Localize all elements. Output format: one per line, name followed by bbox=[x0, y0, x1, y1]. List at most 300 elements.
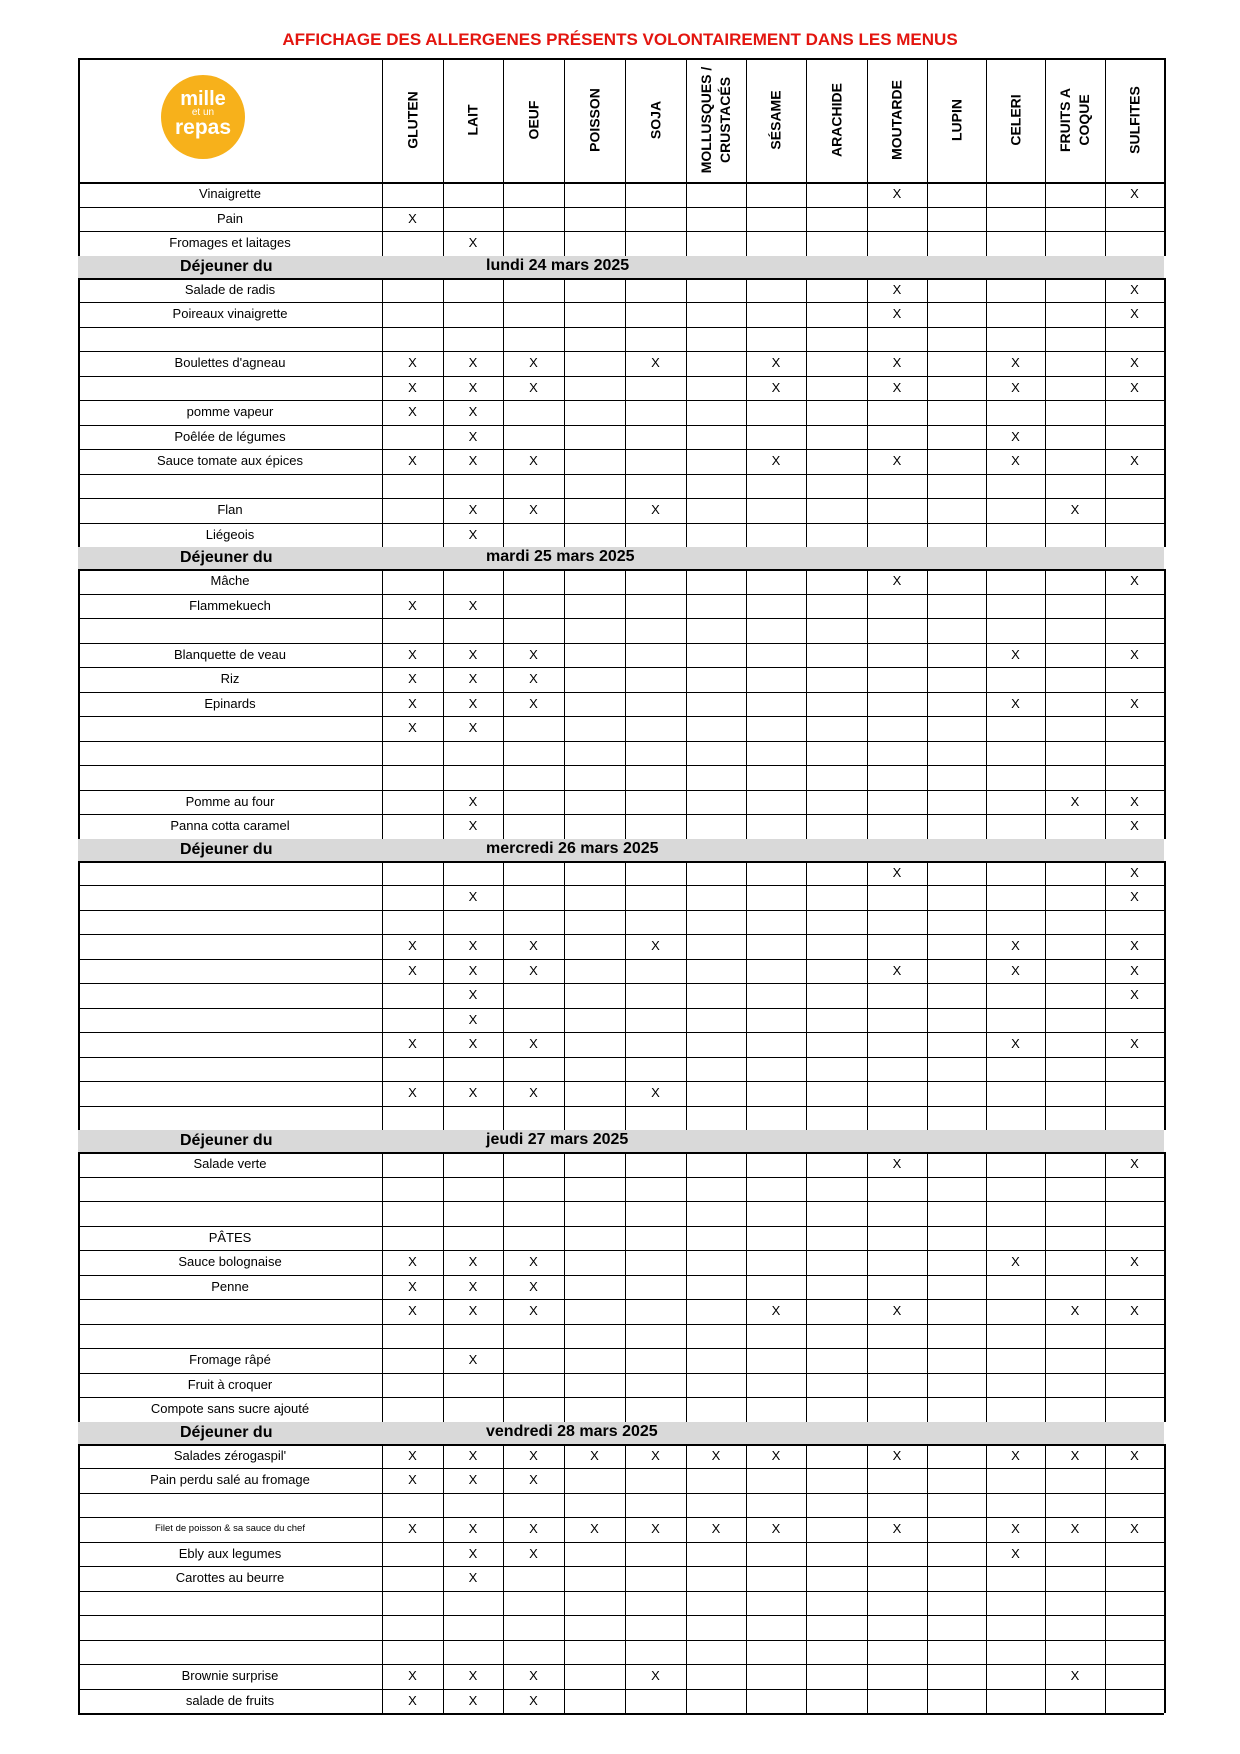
allergen-mark: X bbox=[468, 1011, 478, 1027]
dish-name bbox=[78, 1591, 382, 1616]
allergen-mark: X bbox=[892, 864, 902, 880]
column-divider bbox=[1045, 182, 1046, 256]
column-divider bbox=[867, 278, 868, 548]
column-divider bbox=[927, 182, 928, 256]
column-header-gluten: GLUTEN bbox=[404, 91, 420, 149]
allergen-mark: X bbox=[468, 720, 478, 735]
column-divider bbox=[564, 1152, 565, 1422]
column-divider bbox=[625, 182, 626, 256]
column-divider bbox=[986, 569, 987, 839]
allergen-mark: X bbox=[1130, 646, 1139, 662]
column-divider bbox=[867, 1152, 868, 1422]
dish-name bbox=[78, 1106, 382, 1131]
header-column-divider bbox=[867, 58, 868, 182]
lunch-label: Déjeuner du bbox=[180, 257, 273, 275]
dish-name bbox=[78, 1032, 382, 1057]
header-column-divider bbox=[806, 58, 807, 182]
allergen-mark: X bbox=[468, 1521, 478, 1536]
column-divider bbox=[1045, 278, 1046, 548]
allergen-mark: X bbox=[590, 1447, 599, 1463]
column-divider bbox=[382, 569, 383, 839]
allergen-mark: X bbox=[468, 889, 478, 904]
dish-name bbox=[78, 1057, 382, 1082]
column-divider bbox=[1164, 278, 1166, 548]
dish-name: Pain perdu salé au fromage bbox=[150, 1472, 310, 1487]
dish-name: Brownie surprise bbox=[181, 1668, 279, 1683]
column-divider bbox=[927, 1152, 928, 1422]
column-divider bbox=[1164, 182, 1166, 256]
dish-name bbox=[78, 474, 382, 499]
column-header-soja: SOJA bbox=[647, 100, 663, 140]
day-band bbox=[78, 547, 1164, 569]
allergen-mark: X bbox=[892, 1156, 902, 1171]
column-divider bbox=[1164, 569, 1166, 839]
allergen-mark: X bbox=[771, 379, 781, 395]
dish-name: Penne bbox=[211, 1278, 249, 1294]
allergen-mark: X bbox=[408, 1085, 417, 1100]
allergen-mark: X bbox=[468, 428, 478, 444]
column-divider bbox=[686, 278, 687, 548]
column-divider bbox=[564, 569, 565, 839]
allergen-mark: X bbox=[529, 1545, 538, 1561]
allergen-mark: X bbox=[468, 597, 478, 613]
allergen-mark: X bbox=[529, 938, 538, 953]
allergen-mark: X bbox=[1130, 962, 1139, 978]
allergen-mark: X bbox=[892, 281, 902, 297]
dish-name: pomme vapeur bbox=[186, 404, 274, 419]
dish-name bbox=[78, 741, 382, 766]
header-column-divider bbox=[564, 58, 565, 182]
dish-name: Epinards bbox=[204, 695, 256, 711]
dish-name bbox=[78, 1201, 382, 1226]
day-date: mardi 25 mars 2025 bbox=[486, 548, 635, 565]
allergen-mark: X bbox=[408, 1254, 417, 1269]
dish-name bbox=[78, 327, 382, 352]
allergen-mark: X bbox=[1011, 962, 1020, 978]
column-divider bbox=[625, 569, 626, 839]
dish-name: Flan bbox=[217, 502, 243, 517]
dish-name: Vinaigrette bbox=[199, 186, 261, 201]
dish-name: PÂTES bbox=[208, 1229, 252, 1245]
allergen-mark: X bbox=[468, 1352, 478, 1367]
lunch-label: Déjeuner du bbox=[180, 1132, 273, 1149]
allergen-mark: X bbox=[1130, 938, 1139, 953]
column-divider bbox=[746, 569, 747, 839]
day-date: jeudi 27 mars 2025 bbox=[486, 1131, 629, 1148]
allergen-mark: X bbox=[651, 355, 660, 370]
allergen-mark: X bbox=[408, 597, 417, 613]
dish-name bbox=[78, 959, 382, 984]
column-header-mollusques-crustac-s: MOLLUSQUES / CRUSTACÉS bbox=[698, 66, 733, 174]
allergen-mark: X bbox=[1070, 502, 1080, 517]
column-divider bbox=[382, 1152, 383, 1422]
allergen-mark: X bbox=[468, 379, 478, 395]
header-column-divider bbox=[625, 58, 626, 182]
allergen-mark: X bbox=[468, 938, 478, 953]
header-column-divider bbox=[927, 58, 928, 182]
allergen-mark: X bbox=[468, 1278, 478, 1294]
allergen-mark: X bbox=[1130, 695, 1139, 711]
allergen-mark: X bbox=[408, 1692, 417, 1708]
allergen-mark: X bbox=[1011, 1036, 1020, 1051]
allergen-mark: X bbox=[529, 671, 538, 686]
dish-name: Ebly aux legumes bbox=[178, 1545, 282, 1561]
column-divider bbox=[806, 278, 807, 548]
dish-name: Fruit à croquer bbox=[187, 1376, 273, 1392]
column-divider bbox=[986, 278, 987, 548]
allergen-mark: X bbox=[468, 1472, 478, 1487]
column-divider bbox=[564, 861, 565, 1131]
dish-name: Poêlée de légumes bbox=[174, 428, 286, 444]
column-divider bbox=[78, 861, 80, 1131]
allergen-mark: X bbox=[1011, 1254, 1020, 1269]
column-divider bbox=[1045, 861, 1046, 1131]
allergen-mark: X bbox=[590, 1521, 599, 1536]
allergen-mark: X bbox=[892, 962, 902, 978]
dish-name: Liégeois bbox=[205, 526, 255, 542]
column-divider bbox=[625, 1152, 626, 1422]
allergen-mark: X bbox=[1070, 793, 1080, 809]
dish-name bbox=[78, 1081, 382, 1106]
column-divider bbox=[986, 861, 987, 1131]
allergen-mark: X bbox=[529, 1254, 538, 1269]
column-divider bbox=[1164, 861, 1166, 1131]
allergen-mark: X bbox=[1011, 1447, 1020, 1463]
column-divider bbox=[867, 1444, 868, 1714]
allergen-mark: X bbox=[408, 453, 417, 468]
column-divider bbox=[564, 182, 565, 256]
allergen-mark: X bbox=[651, 938, 660, 953]
allergen-mark: X bbox=[651, 1521, 660, 1536]
allergen-mark: X bbox=[892, 355, 902, 370]
column-divider bbox=[1105, 1444, 1106, 1714]
allergen-mark: X bbox=[529, 502, 538, 517]
column-divider bbox=[746, 182, 747, 256]
column-divider bbox=[443, 861, 444, 1131]
column-divider bbox=[443, 278, 444, 548]
header-column-divider bbox=[986, 58, 987, 182]
column-divider bbox=[1105, 182, 1106, 256]
dish-name: Flammekuech bbox=[189, 597, 271, 613]
column-divider bbox=[806, 569, 807, 839]
header-column-divider bbox=[1164, 58, 1166, 182]
allergen-mark: X bbox=[1130, 379, 1139, 395]
dish-name: Compote sans sucre ajouté bbox=[150, 1401, 310, 1416]
allergen-mark: X bbox=[711, 1447, 721, 1463]
column-divider bbox=[1045, 1444, 1046, 1714]
column-divider bbox=[503, 1444, 504, 1714]
column-divider bbox=[382, 861, 383, 1131]
dish-name: salade de fruits bbox=[185, 1692, 275, 1708]
dish-name bbox=[78, 376, 382, 401]
allergen-mark: X bbox=[408, 646, 417, 662]
day-band bbox=[78, 839, 1164, 861]
column-divider bbox=[986, 1444, 987, 1714]
column-divider bbox=[564, 1444, 565, 1714]
allergen-mark: X bbox=[1011, 379, 1020, 395]
allergen-mark: X bbox=[529, 1447, 538, 1463]
allergen-mark: X bbox=[529, 1036, 538, 1051]
day-date: vendredi 28 mars 2025 bbox=[486, 1422, 658, 1440]
dish-name bbox=[78, 934, 382, 959]
column-divider bbox=[564, 278, 565, 548]
column-divider bbox=[986, 182, 987, 256]
allergen-mark: X bbox=[529, 646, 538, 662]
dish-name bbox=[78, 1493, 382, 1518]
allergen-mark: X bbox=[468, 1303, 478, 1318]
allergen-mark: X bbox=[892, 573, 902, 588]
page-title: AFFICHAGE DES ALLERGENES PRÉSENTS VOLONTAIREMENT DANS LES MENUS bbox=[282, 30, 958, 49]
allergen-mark: X bbox=[1011, 695, 1020, 711]
allergen-mark: X bbox=[468, 526, 478, 542]
column-divider bbox=[686, 569, 687, 839]
column-header-arachide: ARACHIDE bbox=[828, 83, 844, 157]
table-top-border bbox=[78, 58, 1164, 60]
column-divider bbox=[986, 1152, 987, 1422]
column-divider bbox=[686, 182, 687, 256]
column-divider bbox=[1045, 569, 1046, 839]
allergen-mark: X bbox=[651, 1085, 660, 1100]
column-divider bbox=[927, 569, 928, 839]
column-divider bbox=[382, 182, 383, 256]
dish-name bbox=[78, 716, 382, 741]
dish-name bbox=[78, 1640, 382, 1665]
column-divider bbox=[443, 1152, 444, 1422]
column-divider bbox=[1105, 861, 1106, 1131]
allergen-mark: X bbox=[1130, 1254, 1139, 1269]
allergen-mark: X bbox=[892, 1521, 902, 1536]
logo-text-line2: et un bbox=[191, 107, 215, 118]
allergen-mark: X bbox=[892, 1447, 902, 1463]
dish-name bbox=[78, 765, 382, 790]
dish-name bbox=[78, 1615, 382, 1640]
allergen-mark: X bbox=[408, 671, 417, 686]
column-divider bbox=[927, 861, 928, 1131]
column-divider bbox=[503, 182, 504, 256]
dish-name: Sauce tomate aux épices bbox=[157, 453, 303, 468]
dish-name: Boulettes d'agneau bbox=[174, 355, 286, 370]
logo-text-line1: mille bbox=[180, 88, 226, 110]
allergen-mark: X bbox=[1130, 793, 1139, 809]
header-column-divider bbox=[382, 58, 383, 182]
column-header-fruits-a-coque: FRUITS A COQUE bbox=[1057, 87, 1092, 153]
allergen-mark: X bbox=[468, 1570, 478, 1585]
allergen-mark: X bbox=[1130, 1447, 1139, 1463]
allergen-mark: X bbox=[408, 962, 417, 978]
allergen-mark: X bbox=[529, 962, 538, 978]
allergen-mark: X bbox=[771, 1447, 781, 1463]
dish-name: Fromages et laitages bbox=[169, 235, 291, 250]
allergen-mark: X bbox=[651, 502, 660, 517]
column-header-celeri: CELERI bbox=[1007, 94, 1023, 146]
dish-name: Salades zérogaspil' bbox=[173, 1447, 287, 1463]
column-divider bbox=[625, 1444, 626, 1714]
allergen-mark: X bbox=[1011, 355, 1020, 370]
dish-name bbox=[78, 861, 382, 886]
allergen-mark: X bbox=[1070, 1303, 1080, 1318]
allergen-mark: X bbox=[468, 235, 478, 250]
column-divider bbox=[503, 278, 504, 548]
column-divider bbox=[78, 278, 80, 548]
allergen-mark: X bbox=[1130, 355, 1139, 370]
allergen-mark: X bbox=[771, 1521, 781, 1536]
allergen-mark: X bbox=[468, 1668, 478, 1683]
dish-name: Panna cotta caramel bbox=[170, 818, 290, 833]
allergen-mark: X bbox=[529, 695, 538, 711]
allergen-mark: X bbox=[1130, 573, 1139, 588]
header-column-divider bbox=[503, 58, 504, 182]
column-header-poisson: POISSON bbox=[586, 88, 602, 152]
column-divider bbox=[1105, 1152, 1106, 1422]
allergen-table bbox=[78, 58, 1164, 1730]
allergen-mark: X bbox=[529, 1521, 538, 1536]
allergen-mark: X bbox=[892, 1303, 902, 1318]
allergen-mark: X bbox=[1130, 186, 1139, 201]
mille-et-un-repas-logo bbox=[161, 75, 245, 159]
allergen-mark: X bbox=[468, 671, 478, 686]
allergen-mark: X bbox=[408, 1303, 417, 1318]
day-band bbox=[78, 1422, 1164, 1444]
day-band bbox=[78, 1130, 1164, 1152]
allergen-mark: X bbox=[529, 1278, 538, 1294]
dish-name: Pomme au four bbox=[185, 793, 275, 809]
allergen-mark: X bbox=[1130, 306, 1139, 321]
allergen-mark: X bbox=[408, 379, 417, 395]
allergen-mark: X bbox=[1011, 1545, 1020, 1561]
logo-text-line3: repas bbox=[174, 116, 232, 139]
column-divider bbox=[746, 1152, 747, 1422]
allergen-mark: X bbox=[529, 453, 538, 468]
allergen-mark: X bbox=[529, 1303, 538, 1318]
column-divider bbox=[806, 861, 807, 1131]
column-divider bbox=[443, 182, 444, 256]
allergen-mark: X bbox=[408, 1668, 417, 1683]
allergen-mark: X bbox=[1070, 1447, 1080, 1463]
column-header-oeuf: OEUF bbox=[525, 100, 541, 140]
column-divider bbox=[1105, 278, 1106, 548]
allergen-mark: X bbox=[1130, 987, 1139, 1002]
allergen-mark: X bbox=[408, 404, 417, 419]
allergen-mark: X bbox=[1130, 281, 1139, 297]
dish-name bbox=[78, 910, 382, 935]
column-divider bbox=[503, 861, 504, 1131]
allergen-mark: X bbox=[892, 186, 902, 201]
column-divider bbox=[806, 182, 807, 256]
column-divider bbox=[443, 1444, 444, 1714]
dish-name: Salade verte bbox=[193, 1156, 267, 1171]
day-band bbox=[78, 256, 1164, 278]
column-divider bbox=[78, 1444, 80, 1714]
dish-name: Filet de poisson & sa sauce du chef bbox=[155, 1523, 305, 1534]
allergen-mark: X bbox=[408, 1278, 417, 1294]
allergen-mark: X bbox=[468, 818, 478, 833]
allergen-mark: X bbox=[468, 355, 478, 370]
dish-name: Sauce bolognaise bbox=[178, 1254, 282, 1269]
column-divider bbox=[867, 861, 868, 1131]
allergen-mark: X bbox=[1130, 1156, 1139, 1171]
dish-name: Carottes au beurre bbox=[175, 1570, 285, 1585]
allergen-mark: X bbox=[468, 453, 478, 468]
column-divider bbox=[503, 569, 504, 839]
allergen-mark: X bbox=[529, 1668, 538, 1683]
allergen-mark: X bbox=[468, 1085, 478, 1100]
column-header-sulfites: SULFITES bbox=[1126, 86, 1142, 154]
allergen-mark: X bbox=[408, 210, 417, 226]
dish-name: Pain bbox=[216, 210, 244, 226]
allergen-mark: X bbox=[529, 1692, 538, 1708]
dish-name bbox=[78, 885, 382, 910]
allergen-mark: X bbox=[892, 306, 902, 321]
allergen-mark: X bbox=[1130, 453, 1139, 468]
column-divider bbox=[746, 278, 747, 548]
column-header-lupin: LUPIN bbox=[948, 99, 964, 141]
column-divider bbox=[686, 1152, 687, 1422]
column-divider bbox=[503, 1152, 504, 1422]
allergen-mark: X bbox=[1011, 453, 1020, 468]
allergen-mark: X bbox=[771, 1303, 781, 1318]
column-divider bbox=[78, 182, 80, 256]
column-divider bbox=[78, 569, 80, 839]
allergen-mark: X bbox=[468, 646, 478, 662]
header-column-divider bbox=[686, 58, 687, 182]
allergen-mark: X bbox=[1130, 1303, 1139, 1318]
column-divider bbox=[927, 1444, 928, 1714]
allergen-mark: X bbox=[468, 1036, 478, 1051]
column-divider bbox=[382, 1444, 383, 1714]
dish-name: Mâche bbox=[210, 573, 250, 588]
dish-name: Salade de radis bbox=[184, 281, 276, 297]
allergen-mark: X bbox=[1070, 1521, 1080, 1536]
allergen-mark: X bbox=[1130, 864, 1139, 880]
allergen-mark: X bbox=[651, 1447, 660, 1463]
allergen-mark: X bbox=[408, 1447, 417, 1463]
allergen-mark: X bbox=[892, 453, 902, 468]
lunch-label: Déjeuner du bbox=[180, 549, 273, 566]
allergen-mark: X bbox=[1011, 646, 1020, 662]
column-divider bbox=[746, 861, 747, 1131]
allergen-mark: X bbox=[468, 962, 478, 978]
dish-name bbox=[78, 1177, 382, 1202]
header-column-divider bbox=[746, 58, 747, 182]
allergen-mark: X bbox=[408, 938, 417, 953]
allergen-mark: X bbox=[1130, 889, 1139, 904]
allergen-mark: X bbox=[529, 1472, 538, 1487]
column-divider bbox=[686, 1444, 687, 1714]
column-divider bbox=[686, 861, 687, 1131]
column-divider bbox=[382, 278, 383, 548]
lunch-label: Déjeuner du bbox=[180, 1423, 273, 1441]
allergen-mark: X bbox=[408, 720, 417, 735]
allergen-mark: X bbox=[468, 1545, 478, 1561]
dish-name bbox=[78, 1299, 382, 1324]
day-date: mercredi 26 mars 2025 bbox=[486, 839, 659, 857]
column-divider bbox=[1164, 1444, 1166, 1714]
allergen-mark: X bbox=[408, 1036, 417, 1051]
column-header-lait: LAIT bbox=[464, 104, 481, 136]
column-header-s-same: SÉSAME bbox=[767, 90, 784, 150]
allergen-mark: X bbox=[408, 1472, 417, 1487]
allergen-mark: X bbox=[408, 355, 417, 370]
allergen-mark: X bbox=[529, 355, 538, 370]
allergen-mark: X bbox=[468, 502, 478, 517]
allergen-mark: X bbox=[1011, 1521, 1020, 1536]
column-divider bbox=[746, 1444, 747, 1714]
allergen-mark: X bbox=[468, 987, 478, 1002]
allergen-mark: X bbox=[408, 1521, 417, 1536]
header-column-divider bbox=[78, 58, 80, 182]
dish-name bbox=[78, 1008, 382, 1033]
allergen-mark: X bbox=[468, 1447, 478, 1463]
